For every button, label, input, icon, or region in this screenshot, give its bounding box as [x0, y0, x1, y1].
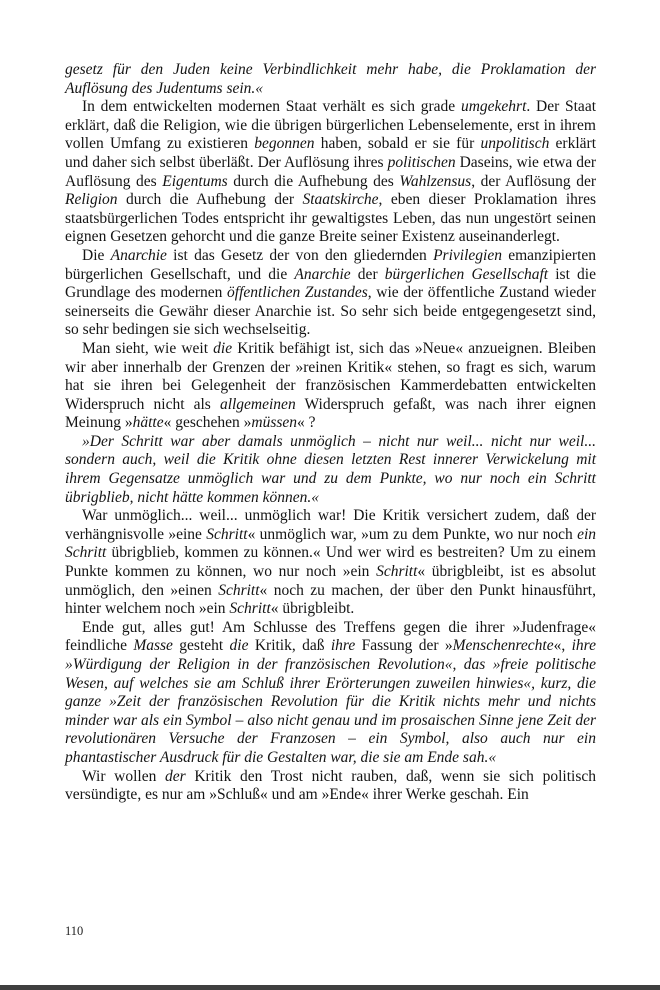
text-segment-italic: politischen: [387, 153, 456, 171]
paragraph: [65, 247, 596, 340]
text-segment: Daseins, wie etwa der Auflösung des: [65, 153, 596, 190]
text-segment-italic: ein Schritt: [65, 525, 596, 562]
text-segment: , wie der öffentliche Zustand wieder seinerseits die Gewähr dieser Anarchie ist. So sehr sich beide entgegengesetzt sind, so sehr bedingen sie sich wechselseitig.: [65, 284, 597, 339]
text-segment-italic: Eigentums: [162, 172, 228, 190]
text-segment: « noch zu machen, der über den Punkt hinausführt, hinter welchem noch »ein: [65, 581, 596, 618]
page-text: [65, 61, 596, 805]
text-segment: ist das Gesetz der von den gliedernden: [166, 246, 434, 264]
text-segment: In dem entwickelten modernen Staat verhält es sich grade: [82, 98, 461, 116]
text-segment-italic: Schritt: [206, 525, 248, 543]
text-segment-italic: unpolitisch: [480, 135, 550, 153]
text-segment: « geschehen »: [163, 414, 252, 432]
text-segment-italic: öffentlichen Zustandes: [227, 284, 368, 302]
text-segment: . Der Staat erklärt, daß die Religion, wie die übrigen bürgerlichen Lebenselemente, erst in ihrem vollen Umfang zu existieren: [65, 98, 597, 153]
text-segment-italic: ihre: [330, 637, 356, 655]
text-segment: übrigblieb, kommen zu können.« Und wer wird es bestreiten? Um zu einem Punkte kommen zu können, wo nur noch »ein: [65, 544, 596, 581]
text-segment: War unmöglich... weil... unmöglich war! Die Kritik versichert zudem, daß der verhängnisvolle »eine: [65, 507, 596, 543]
text-segment-italic: Schritt: [229, 600, 271, 618]
text-segment-italic: begonnen: [254, 135, 315, 153]
text-segment-italic: Schritt: [218, 581, 260, 599]
text-segment-italic: Menschenrechte: [452, 637, 554, 655]
paragraph: [65, 768, 596, 805]
page-bottom-edge: [0, 985, 660, 990]
text-segment-italic: Anarchie: [110, 246, 167, 264]
paragraph: [65, 507, 596, 619]
text-segment-italic: »Der Schritt war aber damals unmöglich – nicht nur weil... nicht nur weil... sondern auch, weil die Kritik ohne diesen letzten Rest innerer Verwickelung mit ihrem Gegensatze unmöglich war und zu dem Punkte, wo nur noch ein Schritt übrigblieb, nicht hätte kommen können.«: [65, 432, 596, 506]
text-segment-italic: die: [229, 637, 249, 655]
text-segment: Ende gut, alles gut! Am Schlusse des Treffens gegen die ihrer »Judenfrage« feindliche: [65, 618, 596, 655]
text-segment-italic: Masse: [133, 637, 173, 655]
paragraph: [65, 433, 596, 507]
text-segment: emanzipierten bürgerlichen Gesellschaft, und die: [65, 246, 597, 283]
text-segment: Die: [82, 246, 111, 264]
text-segment: durch die Aufhebung der: [117, 191, 303, 209]
text-segment: gesteht: [172, 637, 230, 655]
text-segment-italic: müssen: [251, 414, 298, 432]
text-segment-italic: Staatskirche: [302, 191, 379, 209]
text-segment-italic: Privilegien: [433, 246, 502, 264]
paragraph: [65, 61, 596, 98]
paragraph: [65, 619, 596, 768]
text-segment-italic: ihre »Würdigung der Religion in der französischen Revolution«, das »freie politische Wesen, auf welches sie am Schluß ihrer Erörterungen zuweilen hinwies«, kurz, die ganze »Zeit der französischen Revolution für die Kritik nichts mehr und nichts minder war als ein Symbol – also nicht genau und im prosaischen Sinne jene Zeit der revolutionären Versuche der Franzosen – ein Symbol, also auch nur ein phantastischer Ausdruck für die Gestalten war, die sie am Ende sah.«: [65, 637, 597, 766]
paragraph: [65, 98, 596, 247]
text-segment: Kritik befähigt ist, sich das »Neue« anzueignen. Bleiben wir aber innerhalb der Grenzen der »reinen Kritik« stehen, so fragt es sich, warum hat sie ihren bei Gelegenheit der französischen Kammerdebatten entwickelten Widerspruch nicht als: [65, 339, 596, 413]
text-segment-italic: die: [213, 339, 233, 357]
text-segment: « übrigbleibt, ist es absolut unmöglich, den »einen: [65, 563, 596, 599]
text-segment-italic: Wahlzensus: [399, 172, 472, 190]
text-segment: Man sieht, wie weit: [82, 339, 214, 357]
text-segment: durch die Aufhebung des: [227, 172, 400, 190]
text-segment-italic: Religion: [65, 191, 118, 209]
text-segment: haben, sobald er sie für: [314, 135, 481, 153]
text-segment: «,: [553, 637, 572, 655]
page-number: 110: [65, 924, 84, 938]
text-segment: erklärt und daher sich selbst überläßt. Der Auflösung ihres: [65, 135, 596, 171]
text-segment-italic: umgekehrt: [460, 98, 527, 116]
paragraph: [65, 340, 596, 433]
text-segment: « ?: [297, 414, 316, 432]
text-segment: Fassung der »: [355, 637, 453, 655]
text-segment-italic: gesetz für den Juden keine Verbindlichkeit mehr habe, die Proklamation der Auflösung des Judentums sein.«: [65, 61, 596, 97]
text-segment: der: [350, 265, 385, 283]
text-segment-italic: der: [164, 767, 186, 785]
text-segment: « unmöglich war, »um zu dem Punkte, wo nur noch: [247, 525, 578, 543]
text-segment-italic: Schritt: [376, 563, 418, 581]
text-segment-italic: allgemeinen: [219, 395, 296, 413]
text-segment-italic: hätte: [132, 414, 164, 432]
text-segment: « übrigbleibt.: [270, 600, 355, 618]
text-segment-italic: bürgerlichen Gesellschaft: [384, 265, 549, 283]
text-segment: , eben dieser Proklamation ihres staatsbürgerlichen Todes entspricht ihr gewaltigstes Leben, das nun ungestört seinen eignen Gesetzen gehorcht und die ganze Breite seiner Existenz auseinanderlegt.: [65, 191, 596, 246]
text-segment: Kritik den Trost nicht rauben, daß, wenn sie sich politisch versündigte, es nur am »Schluß« und am »Ende« ihrer Werke geschah. Ein: [65, 767, 596, 804]
text-segment: , der Auflösung der: [471, 172, 597, 190]
text-segment: Kritik, daß: [248, 637, 331, 655]
text-segment-italic: Anarchie: [294, 265, 351, 283]
text-segment: Widerspruch gefaßt, was nach ihrer eignen Meinung »: [65, 395, 596, 432]
text-segment: Wir wollen: [82, 767, 165, 785]
text-segment: ist die Grundlage des modernen: [65, 265, 596, 302]
